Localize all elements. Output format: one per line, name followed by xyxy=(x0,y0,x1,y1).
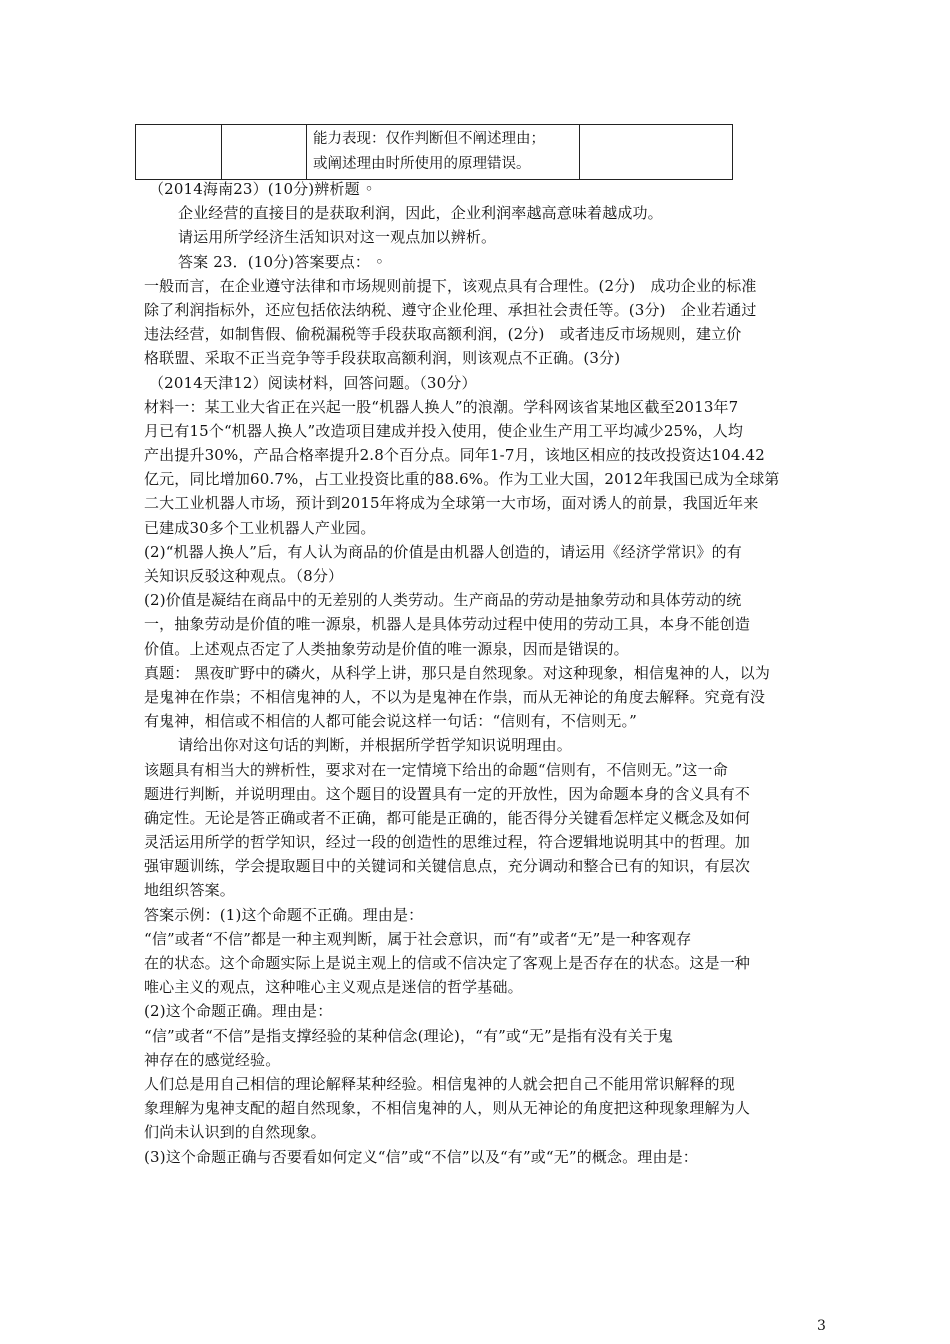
text-line: 产出提升30%，产品合格率提升2.8个百分点。同年1-7月，该地区相应的技改投资达104.42 xyxy=(144,446,765,465)
text-line: 灵活运用所学的哲学知识，经过一段的创造性的思维过程，符合逻辑地说明其中的哲理。加 xyxy=(144,833,751,852)
text-line: (2)这个命题正确。理由是： xyxy=(144,1002,333,1021)
text-line: 请运用所学经济生活知识对这一观点加以辨析。 xyxy=(178,228,497,247)
text-line: 已建成30多个工业机器人产业园。 xyxy=(144,518,376,537)
text-line: 该题具有相当大的辨析性，要求对在一定情境下给出的命题“信则有，不信则无。”这一命 xyxy=(144,760,728,779)
table-cell-empty-1 xyxy=(136,125,222,180)
text-line: 一般而言，在企业遵守法律和市场规则前提下，该观点具有合理性。(2分) 成功企业的标准 xyxy=(144,276,757,295)
table-cell-ability xyxy=(307,125,580,180)
text-line: 唯心主义的观点，这种唯心主义观点是迷信的哲学基础。 xyxy=(144,978,523,997)
text-line: 确定性。无论是答正确或者不正确，都可能是正确的，能否得分关键看怎样定义概念及如何 xyxy=(144,808,751,827)
text-line: 二大工业机器人市场，预计到2015年将成为全球第一大市场，面对诱人的前景，我国近年来 xyxy=(144,494,759,513)
text-line: 是鬼神在作祟；不相信鬼神的人，不以为是鬼神在作祟，而从无神论的角度去解释。究竟有没 xyxy=(144,687,766,706)
text-line: 地组织答案。 xyxy=(144,881,235,900)
text-line: 亿元，同比增加60.7%，占工业投资比重的88.6%。作为工业大国，2012年我国已成为全球第 xyxy=(144,470,780,489)
text-line: 一，抽象劳动是价值的唯一源泉，机器人是具体劳动过程中使用的劳动工具，本身不能创造 xyxy=(144,615,751,634)
text-line: 价值。上述观点否定了人类抽象劳动是价值的唯一源泉，因而是错误的。 xyxy=(144,639,629,658)
table-row xyxy=(136,125,733,180)
text-line: 题进行判断，并说明理由。这个题目的设置具有一定的开放性，因为命题本身的含义具有不 xyxy=(144,784,751,803)
text-line: 们尚未认识到的自然现象。 xyxy=(144,1123,326,1142)
text-line: 象理解为鬼神支配的超自然现象，不相信鬼神的人，则从无神论的角度把这种现象理解为人 xyxy=(144,1099,751,1118)
text-line: 月已有15个“机器人换人”改造项目建成并投入使用，使企业生产用工平均减少25%，人均 xyxy=(144,421,744,440)
text-line: 答案 23．(10分)答案要点： ◦ xyxy=(178,252,384,271)
ability-line-2: 或阐述理由时所使用的原理错误。 xyxy=(313,156,531,172)
text-line: （2014天津12）阅读材料，回答问题。（30分） xyxy=(149,373,477,392)
text-line: 违法经营，如制售假、偷税漏税等手段获取高额利润，(2分) 或者违反市场规则，建立价 xyxy=(144,325,742,344)
text-line: (2)“机器人换人”后，有人认为商品的价值是由机器人创造的，请运用《经济学常识》的有 xyxy=(144,542,742,561)
scoring-table xyxy=(135,124,733,180)
text-line: 请给出你对这句话的判断，并根据所学哲学知识说明理由。 xyxy=(178,736,572,755)
text-line: 人们总是用自己相信的理论解释某种经验。相信鬼神的人就会把自己不能用常识解释的现 xyxy=(144,1074,735,1093)
text-line: 材料一：某工业大省正在兴起一股“机器人换人”的浪潮。学科网该省某地区截至2013年7 xyxy=(144,397,739,416)
text-line: 答案示例：(1)这个命题不正确。理由是： xyxy=(144,905,424,924)
text-line: “信”或者“不信”是指支撑经验的某种信念(理论)，“有”或“无”是指有没有关于鬼 xyxy=(144,1026,674,1045)
page-number: 3 xyxy=(817,1318,826,1334)
text-line: 神存在的感觉经验。 xyxy=(144,1050,281,1069)
text-line: 除了利润指标外，还应包括依法纳税、遵守企业伦理、承担社会责任等。(3分) 企业若通过 xyxy=(144,300,757,319)
text-line: 企业经营的直接目的是获取利润，因此，企业利润率越高意味着越成功。 xyxy=(178,204,663,223)
table-cell-empty-4 xyxy=(580,125,733,180)
text-line: 在的状态。这个命题实际上是说主观上的信或不信决定了客观上是否存在的状态。这是一种 xyxy=(144,954,751,972)
text-line: (2)价值是凝结在商品中的无差别的人类劳动。生产商品的劳动是抽象劳动和具体劳动的统 xyxy=(144,591,742,610)
text-line: 关知识反驳这种观点。（8分） xyxy=(144,567,344,585)
text-line: 强审题训练，学会提取题目中的关键词和关键信息点，充分调动和整合已有的知识，有层次 xyxy=(144,857,751,876)
text-line: “信”或者“不信”都是一种主观判断，属于社会意识，而“有”或者“无”是一种客观存 xyxy=(144,929,692,948)
text-line: 格联盟、采取不正当竞争等手段获取高额利润，则该观点不正确。(3分) xyxy=(144,349,621,368)
text-line: 有鬼神，相信或不相信的人都可能会说这样一句话：“信则有，不信则无。” xyxy=(144,712,637,731)
text-line: （2014海南23）(10分)辨析题 ◦ xyxy=(149,180,374,198)
body-text xyxy=(144,177,812,1169)
ability-line-1: 能力表现：仅作判断但不阐述理由； xyxy=(313,131,545,147)
text-line: (3)这个命题正确与否要看如何定义“信”或“不信”以及“有”或“无”的概念。理由是： xyxy=(144,1147,698,1166)
text-line: 真题： 黑夜旷野中的磷火，从科学上讲，那只是自然现象。对这种现象，相信鬼神的人，以为 xyxy=(144,663,771,682)
table-cell-empty-2 xyxy=(222,125,307,180)
